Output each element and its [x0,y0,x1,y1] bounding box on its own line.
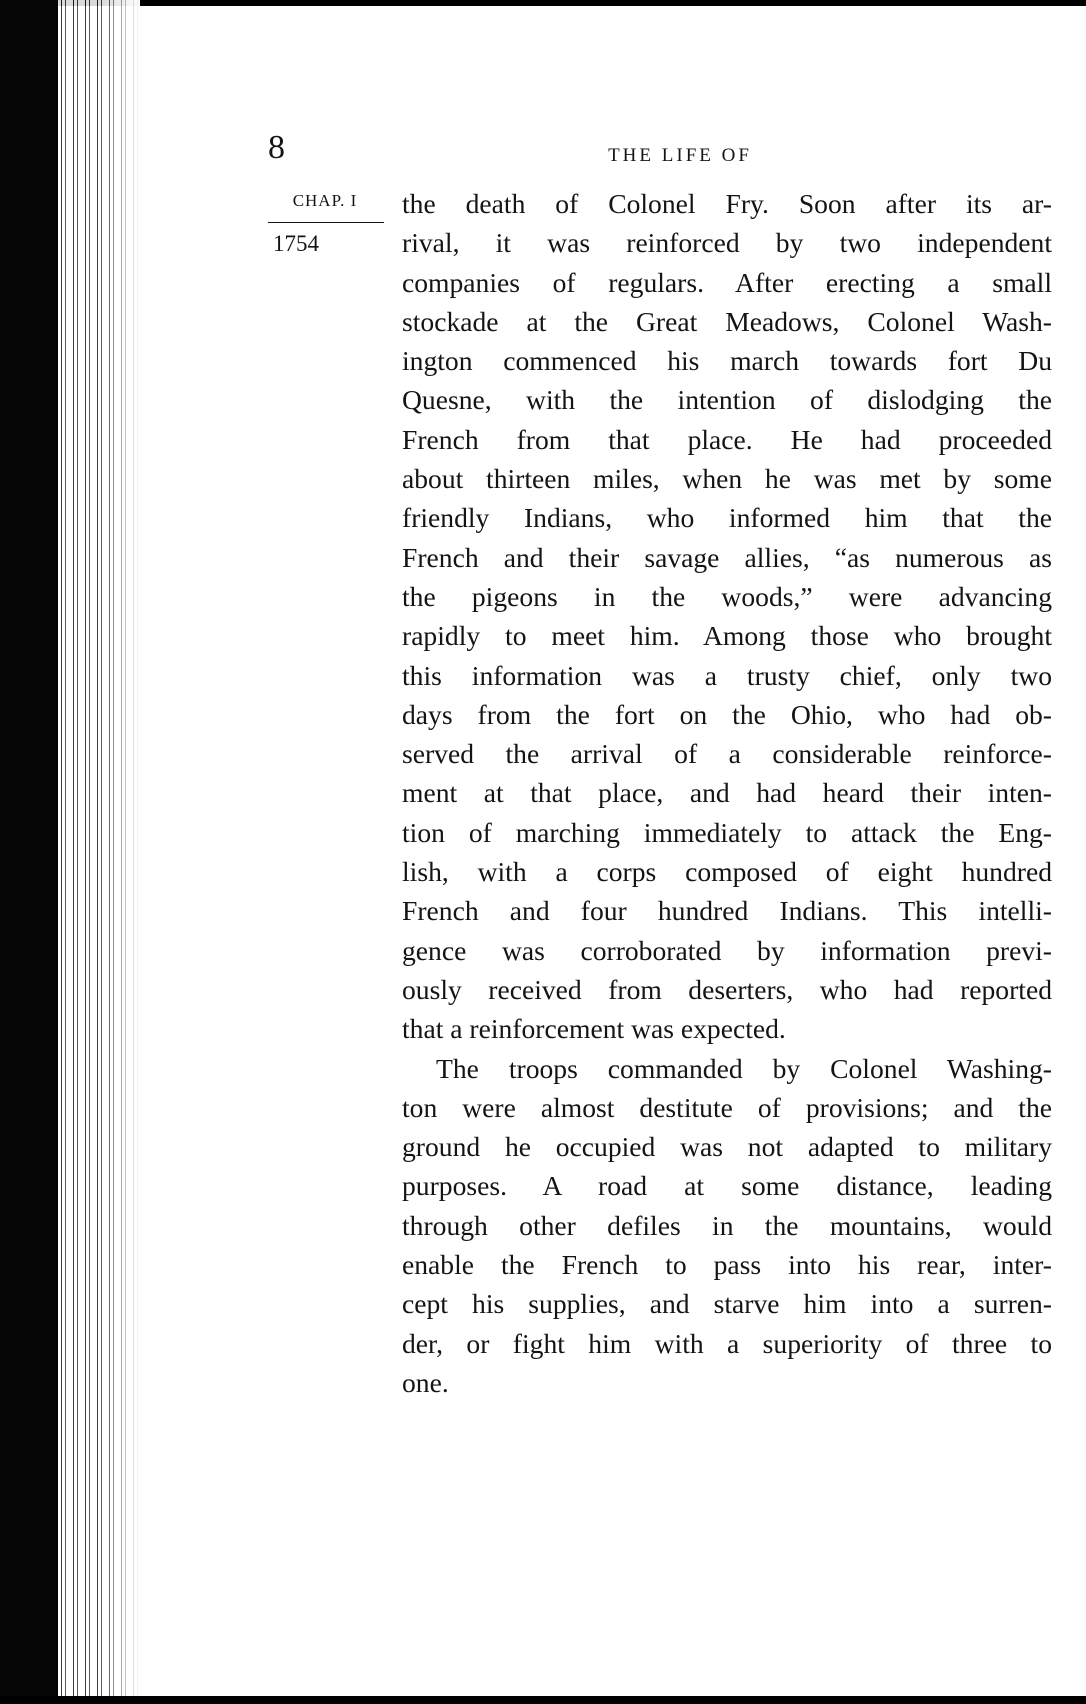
text-line: through other defiles in the mountains, would [402,1209,1052,1241]
text-line: companies of regulars. After erecting a small [402,266,1052,298]
text-line: rival, it was reinforced by two independent [402,227,1052,259]
page-number: 8 [268,129,285,166]
text-line: about thirteen miles, when he was met by some [402,463,1052,495]
text-line: the pigeons in the woods,” were advancing [402,580,1052,612]
text-line: ground he occupied was not adapted to military [402,1131,1052,1163]
text-line: days from the fort on the Ohio, who had ob- [402,698,1052,730]
text-line: French and their savage allies, “as numerous as [402,541,1052,573]
paragraph-1 [402,184,1052,1049]
text-line: served the arrival of a considerable reinforce- [402,738,1052,770]
text-line: enable the French to pass into his rear, inter- [402,1249,1052,1281]
text-line: friendly Indians, who informed him that the [402,502,1052,534]
text-line: Quesne, with the intention of dislodging the [402,384,1052,416]
paragraph-2 [402,1049,1052,1403]
text-line: ton were almost destitute of provisions; and the [402,1091,1052,1123]
margin-note [262,186,388,259]
gutter-fade [100,0,140,1704]
body-text [402,184,1052,1402]
text-line: French from that place. He had proceeded [402,423,1052,455]
scan-bottom-edge [0,1696,1086,1704]
text-line: that a reinforcement was expected. [402,1013,786,1045]
text-line: one. [402,1366,449,1398]
text-line: ously received from deserters, who had reported [402,973,1052,1005]
text-line: The troops commanded by Colonel Washing- [436,1052,1052,1084]
running-head: THE LIFE OF [608,145,752,166]
text-line: cept his supplies, and starve him into a surren- [402,1288,1052,1320]
text-line: this information was a trusty chief, only two [402,659,1052,691]
text-line: stockade at the Great Meadows, Colonel Wash- [402,305,1052,337]
text-line: ington commenced his march towards fort Du [402,345,1052,377]
text-line: French and four hundred Indians. This intelli- [402,895,1052,927]
text-line: lish, with a corps composed of eight hundred [402,856,1052,888]
text-line: gence was corroborated by information previ- [402,934,1052,966]
margin-chapter: CHAP. I [292,191,358,210]
text-line: ment at that place, and had heard their inten- [402,777,1052,809]
book-spine-shadow [0,0,58,1704]
text-line: rapidly to meet him. Among those who brought [402,620,1052,652]
text-line: purposes. A road at some distance, leading [402,1170,1052,1202]
scan-top-edge [0,0,1086,6]
margin-rule [268,222,384,223]
text-line: tion of marching immediately to attack the Eng- [402,816,1052,848]
margin-year: 1754 [273,231,319,256]
text-line: der, or fight him with a superiority of three to [402,1327,1052,1359]
text-line: the death of Colonel Fry. Soon after its ar- [402,188,1052,219]
